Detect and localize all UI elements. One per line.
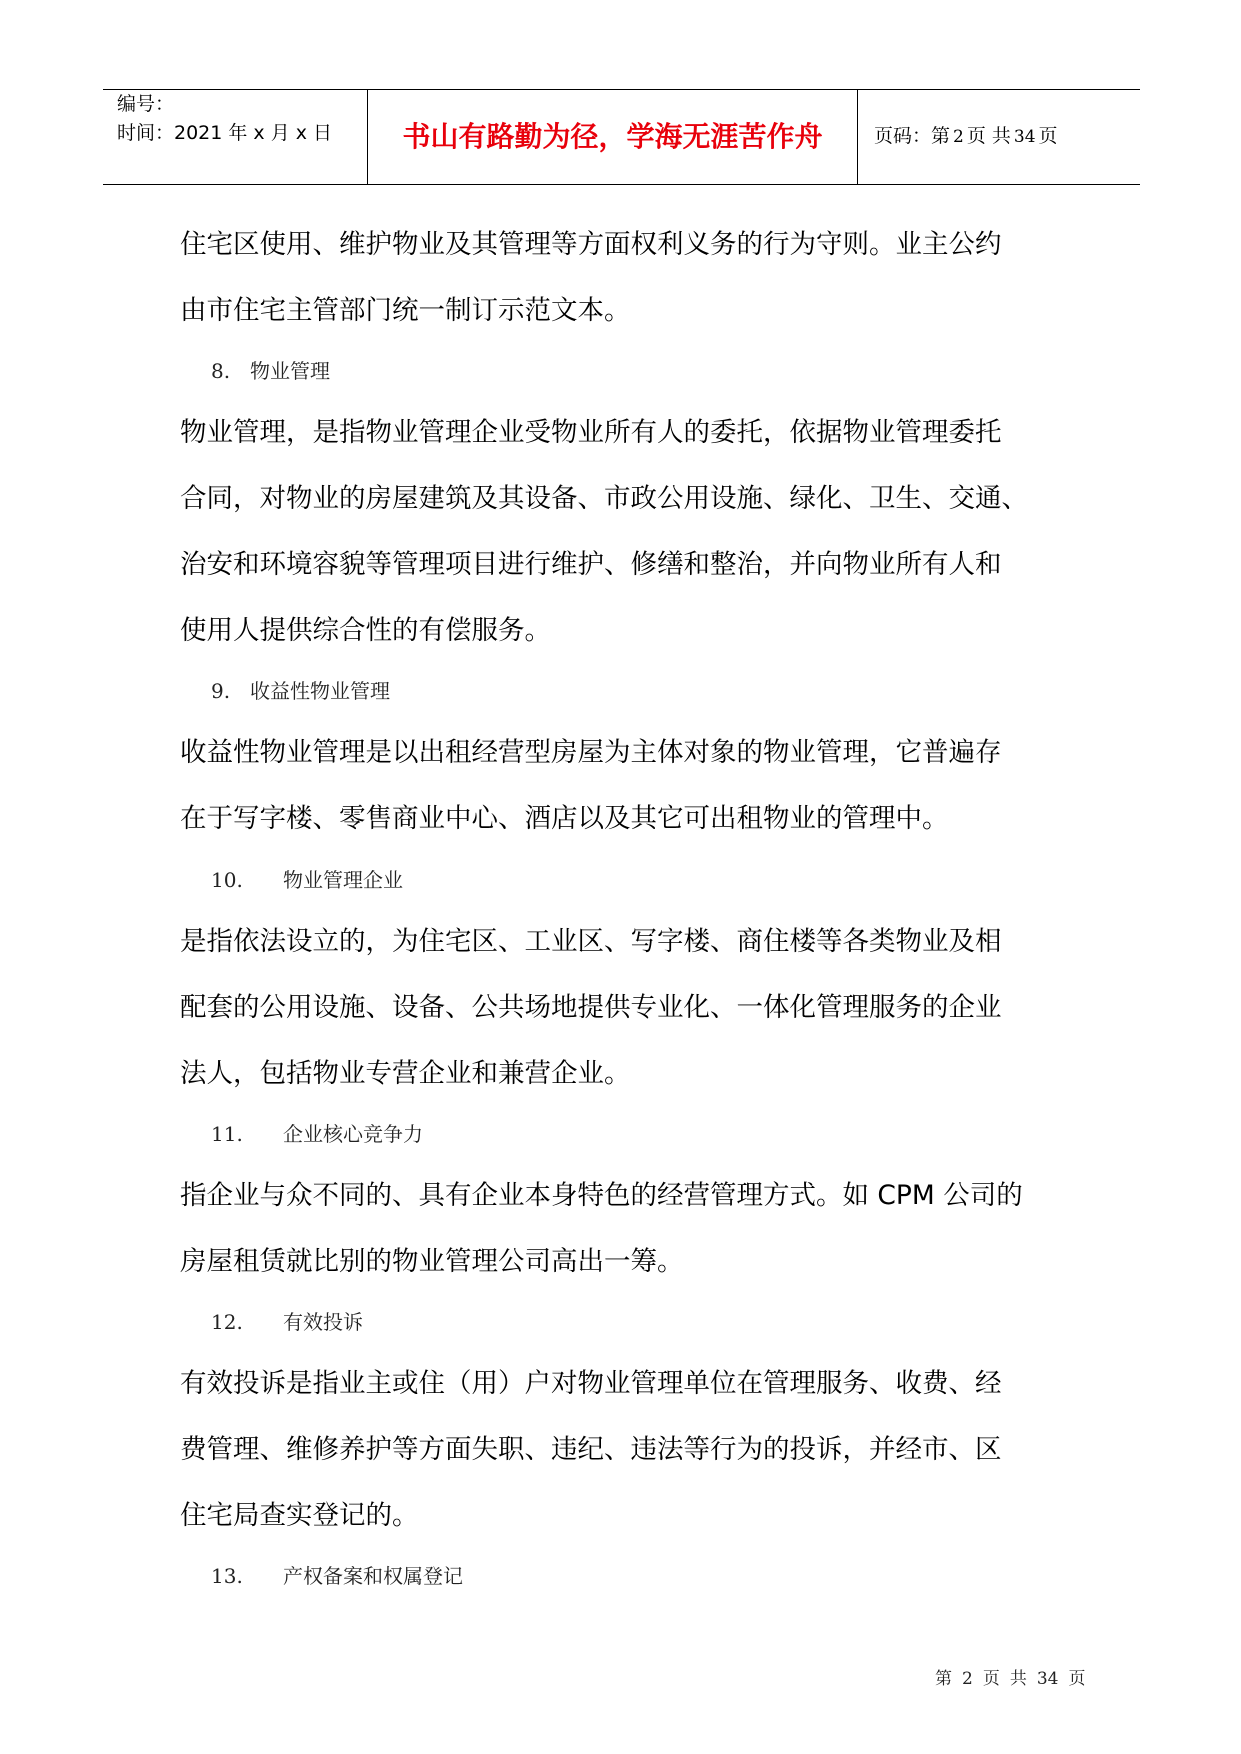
footer-word: 页 <box>1068 1669 1086 1689</box>
document-time-label: 时间：2021 年 x 月 x 日 <box>117 122 333 144</box>
section-title: 企业核心竞争力 <box>283 1122 423 1146</box>
paragraph-line: 使用人提供综合性的有偿服务。 <box>180 615 551 646</box>
header-meta-cell <box>103 90 368 184</box>
page-footer <box>935 1668 1095 1690</box>
section-number: 8. <box>211 359 231 383</box>
section-number: 9. <box>211 679 231 703</box>
header-page-total: 34 <box>1013 127 1036 147</box>
section-title: 有效投诉 <box>283 1310 363 1334</box>
paragraph-line: 配套的公用设施、设备、公共场地提供专业化、一体化管理服务的企业 <box>180 992 1002 1023</box>
footer-page-total: 34 <box>1036 1669 1059 1689</box>
paragraph-line: 房屋租赁就比别的物业管理公司高出一筹。 <box>180 1246 684 1277</box>
header-motto: 书山有路勤为径，学海无涯苦作舟 <box>402 120 823 153</box>
section-number: 12. <box>211 1310 243 1334</box>
section-title: 收益性物业管理 <box>250 679 390 703</box>
paragraph-line: 是指依法设立的，为住宅区、工业区、写字楼、商住楼等各类物业及相 <box>180 926 1002 957</box>
document-number-label: 编号： <box>117 93 175 115</box>
page-header <box>103 89 1140 185</box>
paragraph-line: 费管理、维修养护等方面失职、违纪、违法等行为的投诉，并经市、区 <box>180 1434 1002 1465</box>
header-page-current: 2 <box>953 127 964 147</box>
paragraph-line: 住宅局查实登记的。 <box>180 1500 419 1531</box>
paragraph-intro-line-1: 住宅区使用、维护物业及其管理等方面权利义务的行为守则。业主公约 <box>180 229 1002 260</box>
paragraph-line: 有效投诉是指业主或住（用）户对物业管理单位在管理服务、收费、经 <box>180 1368 1002 1399</box>
paragraph-line: 收益性物业管理是以出租经营型房屋为主体对象的物业管理，它普遍存 <box>180 737 1002 768</box>
paragraph-line: 治安和环境容貌等管理项目进行维护、修缮和整治，并向物业所有人和 <box>180 549 1002 580</box>
header-page-cell <box>858 90 1140 184</box>
paragraph-line: 合同，对物业的房屋建筑及其设备、市政公用设施、绿化、卫生、交通、 <box>180 483 1028 514</box>
header-page-mid: 页 共 <box>966 125 1011 147</box>
section-number: 10. <box>211 868 243 892</box>
footer-word: 共 <box>1009 1669 1027 1689</box>
footer-page-current: 2 <box>962 1669 973 1689</box>
section-title: 物业管理企业 <box>283 868 403 892</box>
footer-word: 第 <box>935 1669 952 1689</box>
section-title: 物业管理 <box>250 359 330 383</box>
footer-word: 页 <box>982 1669 1000 1689</box>
section-number: 11. <box>211 1122 243 1146</box>
header-page-info <box>874 124 1058 149</box>
header-page-suffix: 页 <box>1038 125 1058 147</box>
paragraph-line: 物业管理，是指物业管理企业受物业所有人的委托，依据物业管理委托 <box>180 417 1002 448</box>
paragraph-intro-line-2: 由市住宅主管部门统一制订示范文本。 <box>180 295 631 326</box>
header-motto-cell <box>368 90 858 184</box>
paragraph-line: 法人，包括物业专营企业和兼营企业。 <box>180 1058 631 1089</box>
paragraph-line: 指企业与众不同的、具有企业本身特色的经营管理方式。如 CPM 公司的 <box>180 1180 1023 1211</box>
section-title: 产权备案和权属登记 <box>283 1564 463 1588</box>
header-page-prefix: 页码：第 <box>874 125 951 147</box>
paragraph-line: 在于写字楼、零售商业中心、酒店以及其它可出租物业的管理中。 <box>180 803 949 834</box>
section-number: 13. <box>211 1564 243 1588</box>
